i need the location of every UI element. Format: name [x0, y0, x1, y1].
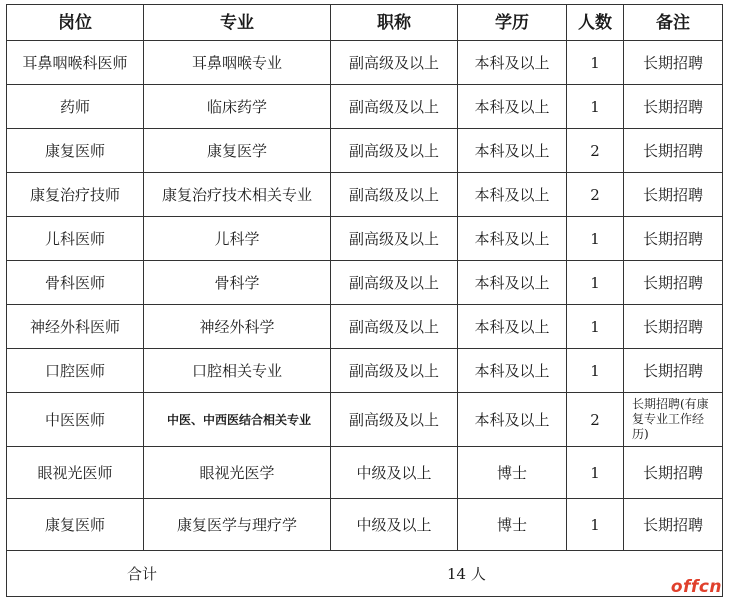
- cell-title: 副高级及以上: [331, 85, 458, 129]
- cell-title: 副高级及以上: [331, 41, 458, 85]
- cell-post: 康复治疗技师: [7, 173, 144, 217]
- cell-count: 2: [567, 129, 624, 173]
- cell-education: 本科及以上: [458, 41, 567, 85]
- cell-major: 康复医学与理疗学: [144, 499, 331, 551]
- cell-count: 1: [567, 349, 624, 393]
- cell-education: 本科及以上: [458, 173, 567, 217]
- cell-major: 耳鼻咽喉专业: [144, 41, 331, 85]
- cell-count: 1: [567, 85, 624, 129]
- header-note: 备注: [624, 5, 723, 41]
- table-row: [7, 85, 723, 129]
- cell-post: 康复医师: [7, 499, 144, 551]
- table-row: [7, 447, 723, 499]
- cell-post: 耳鼻咽喉科医师: [7, 41, 144, 85]
- cell-major: 临床药学: [144, 85, 331, 129]
- cell-education: 本科及以上: [458, 217, 567, 261]
- cell-count: 2: [567, 173, 624, 217]
- table-header-row: [7, 5, 723, 41]
- cell-major: 神经外科学: [144, 305, 331, 349]
- table-row: [7, 349, 723, 393]
- cell-major: 眼视光医学: [144, 447, 331, 499]
- cell-education: 本科及以上: [458, 261, 567, 305]
- cell-title: 副高级及以上: [331, 129, 458, 173]
- cell-post: 骨科医师: [7, 261, 144, 305]
- header-title: 职称: [331, 5, 458, 41]
- cell-post: 药师: [7, 85, 144, 129]
- cell-post: 口腔医师: [7, 349, 144, 393]
- cell-note: 长期招聘(有康复专业工作经历): [624, 393, 723, 447]
- cell-note: 长期招聘: [624, 349, 723, 393]
- cell-title: 中级及以上: [331, 447, 458, 499]
- cell-title: 中级及以上: [331, 499, 458, 551]
- cell-title: 副高级及以上: [331, 173, 458, 217]
- cell-note: 长期招聘: [624, 217, 723, 261]
- cell-note: 长期招聘: [624, 41, 723, 85]
- cell-note: 长期招聘: [624, 261, 723, 305]
- header-post: 岗位: [7, 5, 144, 41]
- total-label: 合计: [127, 564, 158, 583]
- table-row: [7, 261, 723, 305]
- cell-post: 神经外科医师: [7, 305, 144, 349]
- table-row: [7, 41, 723, 85]
- cell-post: 中医医师: [7, 393, 144, 447]
- table-row: [7, 173, 723, 217]
- cell-note: 长期招聘: [624, 447, 723, 499]
- cell-note: 长期招聘: [624, 173, 723, 217]
- cell-post: 儿科医师: [7, 217, 144, 261]
- cell-education: 本科及以上: [458, 129, 567, 173]
- cell-note: 长期招聘: [624, 129, 723, 173]
- cell-major: 康复医学: [144, 129, 331, 173]
- cell-count: 1: [567, 447, 624, 499]
- table-row: [7, 129, 723, 173]
- total-count: 14 人: [447, 564, 486, 583]
- cell-post: 眼视光医师: [7, 447, 144, 499]
- cell-title: 副高级及以上: [331, 261, 458, 305]
- cell-count: 1: [567, 41, 624, 85]
- cell-major: 骨科学: [144, 261, 331, 305]
- table-row: [7, 217, 723, 261]
- cell-major: 儿科学: [144, 217, 331, 261]
- total-row: [7, 551, 723, 597]
- header-education: 学历: [458, 5, 567, 41]
- cell-count: 1: [567, 499, 624, 551]
- cell-education: 本科及以上: [458, 85, 567, 129]
- recruitment-table: [6, 4, 723, 597]
- cell-count: 1: [567, 217, 624, 261]
- table-row: [7, 305, 723, 349]
- cell-education: 本科及以上: [458, 393, 567, 447]
- header-major: 专业: [144, 5, 331, 41]
- cell-major: 中医、中西医结合相关专业: [144, 393, 331, 447]
- cell-count: 2: [567, 393, 624, 447]
- cell-count: 1: [567, 261, 624, 305]
- table-row: [7, 393, 723, 447]
- cell-note: 长期招聘: [624, 305, 723, 349]
- cell-education: 博士: [458, 499, 567, 551]
- cell-education: 本科及以上: [458, 349, 567, 393]
- cell-note: 长期招聘: [624, 85, 723, 129]
- cell-note: 长期招聘: [624, 499, 723, 551]
- table-row: [7, 499, 723, 551]
- cell-education: 本科及以上: [458, 305, 567, 349]
- cell-major: 口腔相关专业: [144, 349, 331, 393]
- cell-major: 康复治疗技术相关专业: [144, 173, 331, 217]
- cell-title: 副高级及以上: [331, 305, 458, 349]
- cell-post: 康复医师: [7, 129, 144, 173]
- cell-education: 博士: [458, 447, 567, 499]
- offcn-watermark-logo: offcn: [670, 577, 722, 597]
- cell-title: 副高级及以上: [331, 217, 458, 261]
- header-count: 人数: [567, 5, 624, 41]
- cell-count: 1: [567, 305, 624, 349]
- cell-title: 副高级及以上: [331, 349, 458, 393]
- cell-title: 副高级及以上: [331, 393, 458, 447]
